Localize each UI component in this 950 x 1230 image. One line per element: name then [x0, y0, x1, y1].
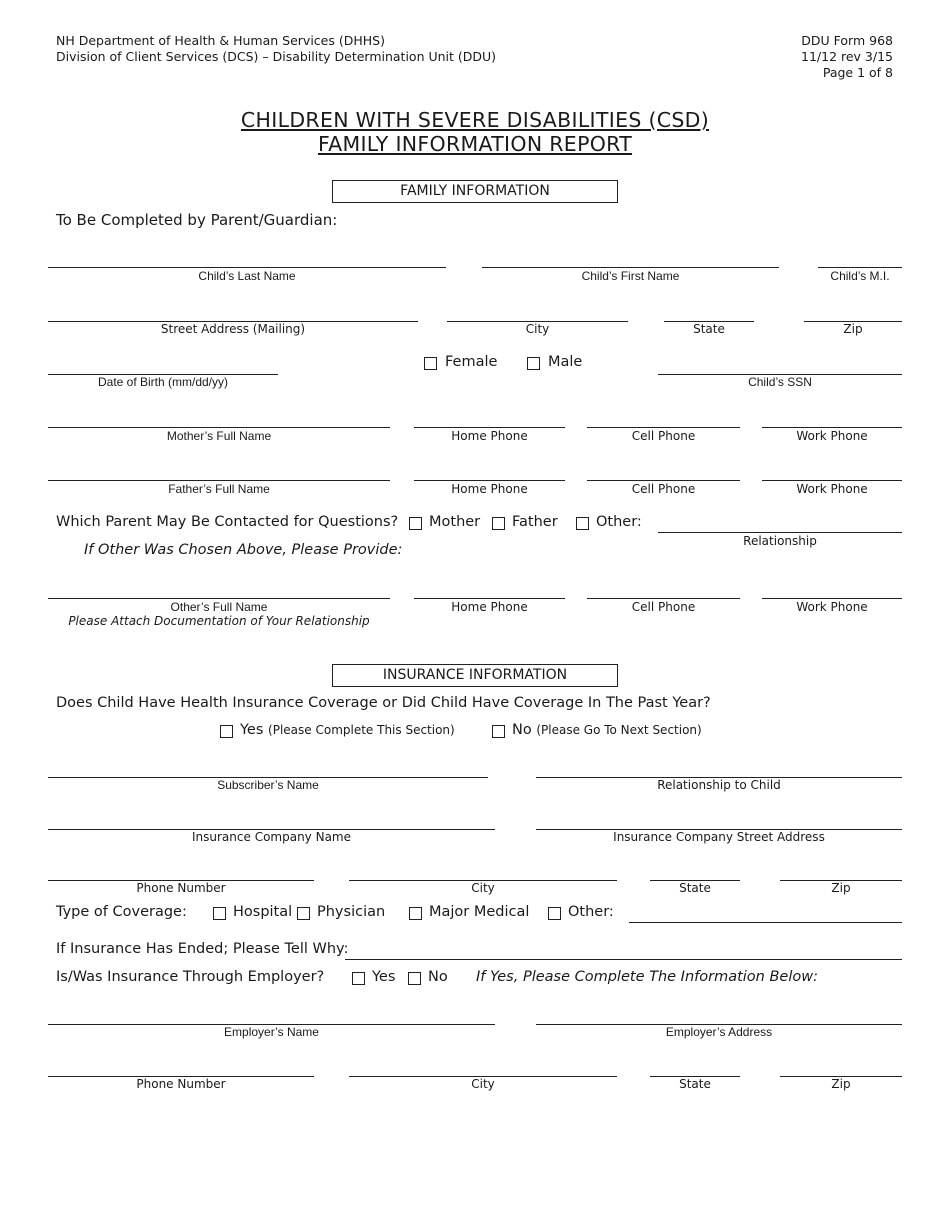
- contact-question: Which Parent May Be Contacted for Questions?: [56, 514, 399, 530]
- form-id: DDU Form 968: [801, 33, 893, 48]
- family-section-title: FAMILY INFORMATION: [332, 180, 618, 203]
- employer-no-checkbox[interactable]: [408, 972, 421, 985]
- coverage-no-checkbox[interactable]: [492, 725, 505, 738]
- coverage-yes-label: Yes: [240, 722, 264, 738]
- father-work-phone-field[interactable]: [762, 480, 902, 481]
- mother-home-phone-field[interactable]: [414, 427, 565, 428]
- childs-first-name-field[interactable]: [482, 267, 779, 268]
- employer-city-label: City: [471, 1077, 495, 1091]
- contact-father-label: Father: [512, 514, 558, 530]
- other-cell-phone-label: Cell Phone: [631, 600, 696, 614]
- title-line-2: [0, 132, 950, 156]
- org-line-1: NH Department of Health & Human Services (DHHS): [56, 33, 385, 48]
- coverage-no-label: No: [512, 722, 532, 738]
- ended-why-label: If Insurance Has Ended; Please Tell Why:: [56, 941, 349, 957]
- employer-zip-label: Zip: [831, 1077, 851, 1091]
- type-of-coverage-label: Type of Coverage:: [56, 904, 187, 920]
- contact-other-label: Other:: [596, 514, 642, 530]
- if-yes-note: If Yes, Please Complete The Information Below:: [476, 969, 818, 985]
- childs-ssn-label: Child’s SSN: [748, 375, 812, 389]
- dob-label: Date of Birth (mm/dd/yy): [97, 375, 229, 389]
- page-number: Page 1 of 8: [822, 65, 893, 80]
- employer-no-label: No: [428, 969, 448, 985]
- org-line-2: Division of Client Services (DCS) – Disability Determination Unit (DDU): [56, 49, 497, 64]
- others-name-field[interactable]: [48, 598, 390, 599]
- through-employer-question: Is/Was Insurance Through Employer?: [56, 969, 325, 985]
- other-home-phone-label: Home Phone: [451, 600, 528, 614]
- male-label: Male: [548, 354, 583, 370]
- org-header: [56, 33, 496, 65]
- insurance-city-label: City: [471, 881, 495, 895]
- contact-other-checkbox[interactable]: [576, 517, 589, 530]
- father-cell-phone-label: Cell Phone: [631, 482, 696, 496]
- employer-address-label: Employer’s Address: [665, 1025, 773, 1039]
- father-work-phone-label: Work Phone: [796, 482, 868, 496]
- zip-label: Zip: [843, 322, 863, 336]
- contact-mother-checkbox[interactable]: [409, 517, 422, 530]
- attach-documentation-note: Please Attach Documentation of Your Relationship: [68, 614, 370, 628]
- insurance-state-label: State: [679, 881, 711, 895]
- female-label: Female: [445, 354, 498, 370]
- subscriber-name-label: Subscriber’s Name: [217, 778, 319, 792]
- mother-work-phone-label: Work Phone: [796, 429, 868, 443]
- other-work-phone-label: Work Phone: [796, 600, 868, 614]
- male-checkbox[interactable]: [527, 357, 540, 370]
- relationship-to-child-label: Relationship to Child: [657, 778, 781, 792]
- contact-father-checkbox[interactable]: [492, 517, 505, 530]
- relationship-field[interactable]: [658, 532, 902, 533]
- major-medical-label: Major Medical: [429, 904, 530, 920]
- mother-cell-phone-field[interactable]: [587, 427, 740, 428]
- employer-yes-label: Yes: [372, 969, 396, 985]
- employer-state-label: State: [679, 1077, 711, 1091]
- coverage-yes-option: [240, 722, 455, 738]
- other-home-phone-field[interactable]: [414, 598, 565, 599]
- major-medical-checkbox[interactable]: [409, 907, 422, 920]
- father-home-phone-label: Home Phone: [451, 482, 528, 496]
- coverage-no-note: (Please Go To Next Section): [536, 723, 702, 737]
- title-text-2: FAMILY INFORMATION REPORT: [317, 132, 633, 156]
- insurance-company-address-label: Insurance Company Street Address: [613, 830, 825, 844]
- title-line-1: [0, 108, 950, 132]
- mother-work-phone-field[interactable]: [762, 427, 902, 428]
- contact-mother-label: Mother: [429, 514, 481, 530]
- coverage-other-label: Other:: [568, 904, 614, 920]
- ended-why-field[interactable]: [345, 959, 902, 960]
- insurance-zip-label: Zip: [831, 881, 851, 895]
- state-label: State: [693, 322, 725, 336]
- other-work-phone-field[interactable]: [762, 598, 902, 599]
- family-intro: To Be Completed by Parent/Guardian:: [56, 211, 338, 229]
- title-text-1: CHILDREN WITH SEVERE DISABILITIES (CSD): [240, 108, 710, 132]
- employer-name-label: Employer’s Name: [224, 1025, 319, 1039]
- form-meta: [801, 33, 893, 81]
- fathers-name-field[interactable]: [48, 480, 390, 481]
- form-revision: 11/12 rev 3/15: [801, 49, 893, 64]
- if-other-prompt: If Other Was Chosen Above, Please Provide:: [84, 542, 403, 558]
- childs-mi-label: Child’s M.I.: [830, 269, 890, 283]
- physician-checkbox[interactable]: [297, 907, 310, 920]
- childs-last-name-field[interactable]: [48, 267, 446, 268]
- coverage-no-option: [512, 722, 702, 738]
- childs-first-name-label: Child’s First Name: [581, 269, 680, 283]
- city-label: City: [525, 322, 550, 336]
- childs-last-name-label: Child’s Last Name: [198, 269, 296, 283]
- father-home-phone-field[interactable]: [414, 480, 565, 481]
- coverage-other-checkbox[interactable]: [548, 907, 561, 920]
- coverage-yes-note: (Please Complete This Section): [268, 723, 455, 737]
- other-cell-phone-field[interactable]: [587, 598, 740, 599]
- insurance-phone-label: Phone Number: [136, 881, 226, 895]
- mother-cell-phone-label: Cell Phone: [631, 429, 696, 443]
- physician-label: Physician: [317, 904, 386, 920]
- hospital-checkbox[interactable]: [213, 907, 226, 920]
- insurance-company-name-label: Insurance Company Name: [192, 830, 351, 844]
- fathers-name-label: Father’s Full Name: [168, 482, 270, 496]
- female-checkbox[interactable]: [424, 357, 437, 370]
- coverage-yes-checkbox[interactable]: [220, 725, 233, 738]
- childs-mi-field[interactable]: [818, 267, 902, 268]
- mothers-name-label: Mother’s Full Name: [166, 429, 272, 443]
- employer-yes-checkbox[interactable]: [352, 972, 365, 985]
- street-address-label: Street Address (Mailing): [160, 322, 306, 336]
- others-name-label: Other’s Full Name: [170, 600, 268, 614]
- coverage-question: Does Child Have Health Insurance Coverage or Did Child Have Coverage In The Past Year?: [56, 695, 711, 711]
- coverage-other-field[interactable]: [629, 922, 902, 923]
- relationship-label: Relationship: [743, 534, 817, 548]
- mother-home-phone-label: Home Phone: [451, 429, 528, 443]
- employer-phone-label: Phone Number: [136, 1077, 226, 1091]
- father-cell-phone-field[interactable]: [587, 480, 740, 481]
- mothers-name-field[interactable]: [48, 427, 390, 428]
- hospital-label: Hospital: [233, 904, 293, 920]
- insurance-section-title: INSURANCE INFORMATION: [332, 664, 618, 687]
